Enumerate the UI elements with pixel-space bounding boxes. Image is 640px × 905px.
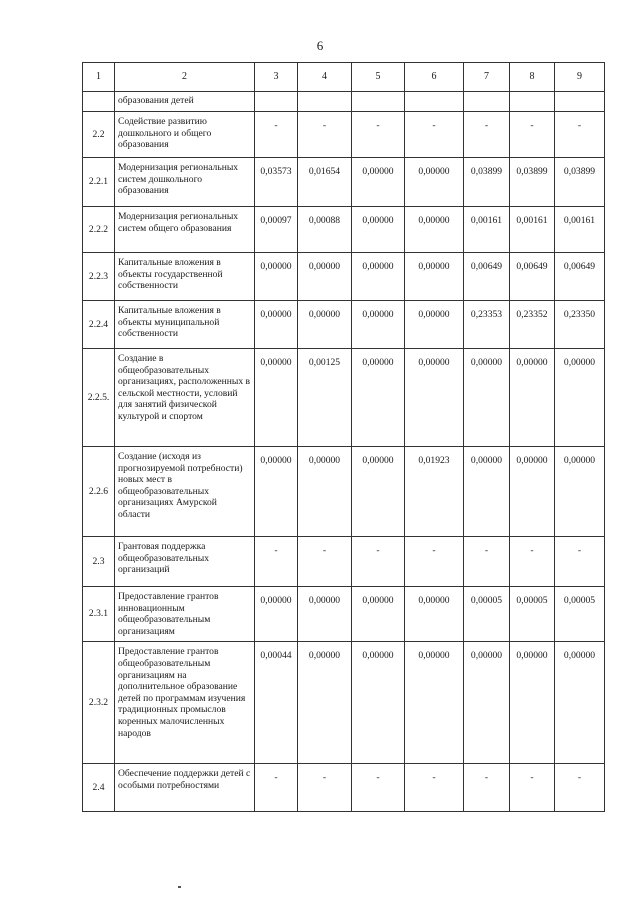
value-cell: - (298, 112, 352, 158)
row-description: образования детей (115, 92, 255, 112)
row-description: Предоставление грантов общеобразовательным организациям на дополнительное образование детей по программам изучения традиционных промыслов коренных малочисленных народов (115, 642, 255, 764)
value-cell: 0,00000 (405, 207, 464, 253)
value-cell: 0,00000 (352, 587, 405, 642)
table-row (83, 764, 605, 812)
table-row (83, 447, 605, 537)
value-cell: 0,00000 (510, 642, 555, 764)
value-cell: 0,00005 (510, 587, 555, 642)
row-description: Капитальные вложения в объекты муниципальной собственности (115, 301, 255, 349)
value-cell: 0,00000 (405, 642, 464, 764)
table-row (83, 349, 605, 447)
row-description: Грантовая поддержка общеобразовательных организаций (115, 537, 255, 587)
value-cell: 0,00000 (555, 447, 605, 537)
row-description: Капитальные вложения в объекты государственной собственности (115, 253, 255, 301)
header-cell: 2 (115, 63, 255, 92)
value-cell: 0,23350 (555, 301, 605, 349)
row-number: 2.4 (83, 764, 115, 812)
value-cell: 0,00088 (298, 207, 352, 253)
row-number: 2.2.5. (83, 349, 115, 447)
value-cell: - (352, 112, 405, 158)
row-number: 2.2.6 (83, 447, 115, 537)
header-cell: 1 (83, 63, 115, 92)
value-cell: 0,00000 (298, 587, 352, 642)
value-cell: 0,00161 (464, 207, 510, 253)
value-cell: 0,00000 (255, 587, 298, 642)
scan-mark (178, 886, 181, 888)
value-cell: - (352, 764, 405, 812)
value-cell: 0,00000 (298, 253, 352, 301)
value-cell: 0,23352 (510, 301, 555, 349)
table-row (83, 253, 605, 301)
row-description: Модернизация региональных систем общего образования (115, 207, 255, 253)
value-cell: 0,00649 (555, 253, 605, 301)
header-row (83, 63, 605, 92)
row-number: 2.3.2 (83, 642, 115, 764)
value-cell: 0,03573 (255, 158, 298, 207)
header-cell: 4 (298, 63, 352, 92)
value-cell (298, 92, 352, 112)
value-cell: 0,00000 (405, 587, 464, 642)
value-cell: - (464, 764, 510, 812)
value-cell: 0,00161 (510, 207, 555, 253)
row-number: 2.2.3 (83, 253, 115, 301)
value-cell: 0,00000 (298, 447, 352, 537)
value-cell: 0,00000 (255, 447, 298, 537)
header-cell: 8 (510, 63, 555, 92)
value-cell (464, 92, 510, 112)
header-cell: 3 (255, 63, 298, 92)
value-cell: 0,00044 (255, 642, 298, 764)
value-cell: 0,00097 (255, 207, 298, 253)
value-cell: 0,03899 (464, 158, 510, 207)
row-number: 2.2 (83, 112, 115, 158)
table-row (83, 92, 605, 112)
row-number: 2.3 (83, 537, 115, 587)
value-cell: - (510, 537, 555, 587)
header-cell: 5 (352, 63, 405, 92)
table-row (83, 537, 605, 587)
header-cell: 9 (555, 63, 605, 92)
value-cell: 0,00161 (555, 207, 605, 253)
table-row (83, 301, 605, 349)
value-cell: 0,00000 (464, 642, 510, 764)
value-cell: - (298, 537, 352, 587)
value-cell: - (405, 764, 464, 812)
value-cell: - (510, 112, 555, 158)
value-cell (255, 92, 298, 112)
data-table (82, 62, 605, 812)
value-cell (510, 92, 555, 112)
value-cell: - (255, 112, 298, 158)
value-cell: 0,00125 (298, 349, 352, 447)
row-number: 2.3.1 (83, 587, 115, 642)
value-cell: 0,00000 (555, 642, 605, 764)
value-cell: 0,23353 (464, 301, 510, 349)
table-row (83, 587, 605, 642)
value-cell: 0,00000 (405, 349, 464, 447)
value-cell: 0,00000 (464, 447, 510, 537)
value-cell: 0,00649 (464, 253, 510, 301)
row-number: 2.2.2 (83, 207, 115, 253)
value-cell: - (405, 537, 464, 587)
value-cell: - (464, 112, 510, 158)
value-cell (555, 92, 605, 112)
value-cell (405, 92, 464, 112)
row-description: Создание (исходя из прогнозируемой потребности) новых мест в общеобразовательных организациях Амурской области (115, 447, 255, 537)
value-cell: - (405, 112, 464, 158)
value-cell (352, 92, 405, 112)
value-cell: 0,00000 (405, 253, 464, 301)
value-cell: 0,01654 (298, 158, 352, 207)
value-cell: 0,00000 (510, 447, 555, 537)
row-description: Создание в общеобразовательных организациях, расположенных в сельской местности, условий для занятий физической культурой и спортом (115, 349, 255, 447)
value-cell: - (352, 537, 405, 587)
value-cell: 0,00000 (352, 447, 405, 537)
value-cell: 0,00000 (352, 642, 405, 764)
table-row (83, 158, 605, 207)
value-cell: 0,00000 (298, 642, 352, 764)
page-number: 6 (316, 38, 324, 53)
value-cell: - (555, 112, 605, 158)
row-number: 2.2.4 (83, 301, 115, 349)
value-cell: 0,00000 (255, 349, 298, 447)
header-cell: 7 (464, 63, 510, 92)
value-cell: 0,00000 (352, 207, 405, 253)
value-cell: - (464, 537, 510, 587)
value-cell: - (555, 537, 605, 587)
row-number (83, 92, 115, 112)
value-cell: - (298, 764, 352, 812)
value-cell: 0,00000 (405, 158, 464, 207)
value-cell: 0,00000 (555, 349, 605, 447)
value-cell: - (510, 764, 555, 812)
value-cell: 0,00000 (255, 253, 298, 301)
row-description: Обеспечение поддержки детей с особыми потребностями (115, 764, 255, 812)
value-cell: 0,00000 (464, 349, 510, 447)
table-row (83, 642, 605, 764)
value-cell: 0,03899 (555, 158, 605, 207)
value-cell: 0,03899 (510, 158, 555, 207)
value-cell: 0,00000 (352, 158, 405, 207)
value-cell: - (255, 537, 298, 587)
row-description: Модернизация региональных систем дошкольного образования (115, 158, 255, 207)
value-cell: 0,00649 (510, 253, 555, 301)
value-cell: 0,00000 (255, 301, 298, 349)
value-cell: 0,00000 (352, 253, 405, 301)
value-cell: - (555, 764, 605, 812)
value-cell: 0,00000 (405, 301, 464, 349)
value-cell: 0,00005 (464, 587, 510, 642)
value-cell: 0,00000 (352, 301, 405, 349)
value-cell: 0,00000 (298, 301, 352, 349)
header-cell: 6 (405, 63, 464, 92)
value-cell: 0,01923 (405, 447, 464, 537)
row-number: 2.2.1 (83, 158, 115, 207)
value-cell: 0,00000 (510, 349, 555, 447)
table-row (83, 207, 605, 253)
row-description: Предоставление грантов инновационным общеобразовательным организациям (115, 587, 255, 642)
value-cell: - (255, 764, 298, 812)
value-cell: 0,00000 (352, 349, 405, 447)
table-row (83, 112, 605, 158)
row-description: Содействие развитию дошкольного и общего образования (115, 112, 255, 158)
value-cell: 0,00005 (555, 587, 605, 642)
